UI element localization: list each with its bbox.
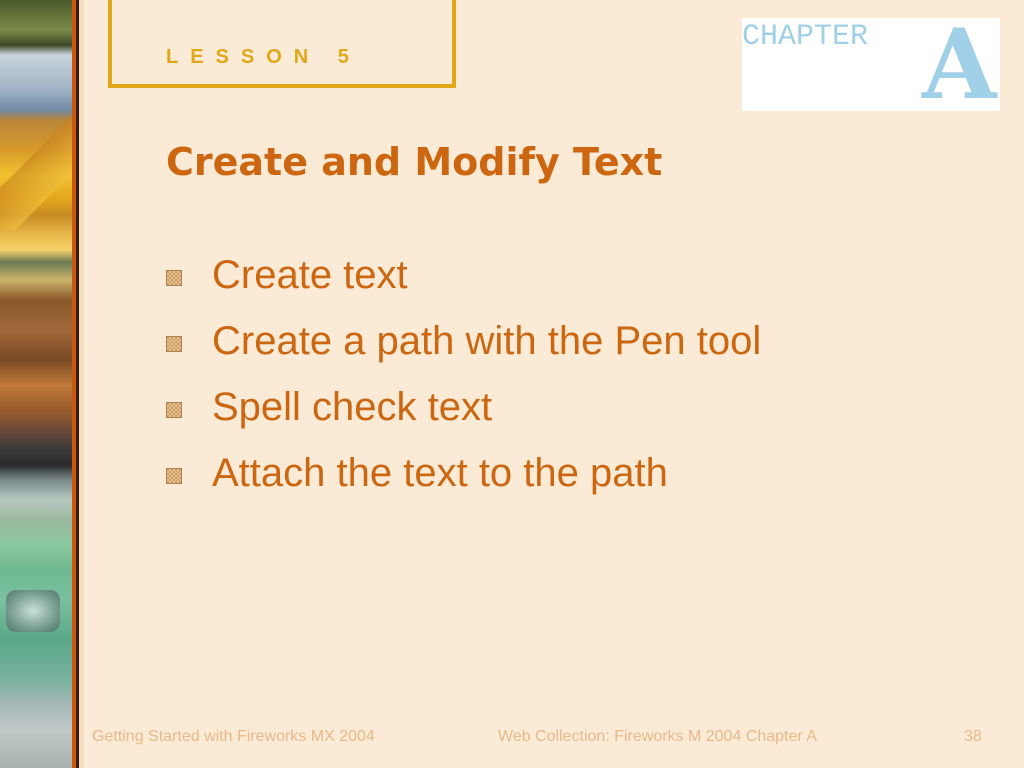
- footer-page-number: 38: [964, 728, 982, 745]
- bullet-marker-icon: [166, 336, 182, 352]
- footer-collection-title: Web Collection: Fireworks M 2004 Chapter A: [498, 728, 817, 745]
- bullet-list: [166, 250, 761, 514]
- bullet-marker-icon: [166, 270, 182, 286]
- bullet-item: [166, 382, 761, 448]
- bullet-item: [166, 448, 761, 514]
- bullet-text: Create a path with the Pen tool: [212, 319, 762, 363]
- bullet-marker-icon: [166, 402, 182, 418]
- decorative-photo-strip: [0, 0, 72, 768]
- bullet-marker-icon: [166, 468, 182, 484]
- bullet-text: Spell check text: [212, 385, 493, 429]
- strip-border-light: [79, 0, 84, 768]
- chapter-logo: [742, 18, 1000, 111]
- bullet-text: Create text: [212, 253, 408, 297]
- slide-title: Create and Modify Text: [166, 140, 663, 184]
- bullet-item: [166, 316, 761, 382]
- bullet-text: Attach the text to the path: [212, 451, 668, 495]
- lesson-bracket: [108, 0, 456, 88]
- lesson-label: LESSON 5: [166, 46, 361, 68]
- bullet-item: [166, 250, 761, 316]
- chapter-logo-word: CHAPTER: [742, 20, 869, 54]
- footer-course-title: Getting Started with Fireworks MX 2004: [92, 728, 375, 745]
- chapter-logo-letter: A: [922, 18, 997, 111]
